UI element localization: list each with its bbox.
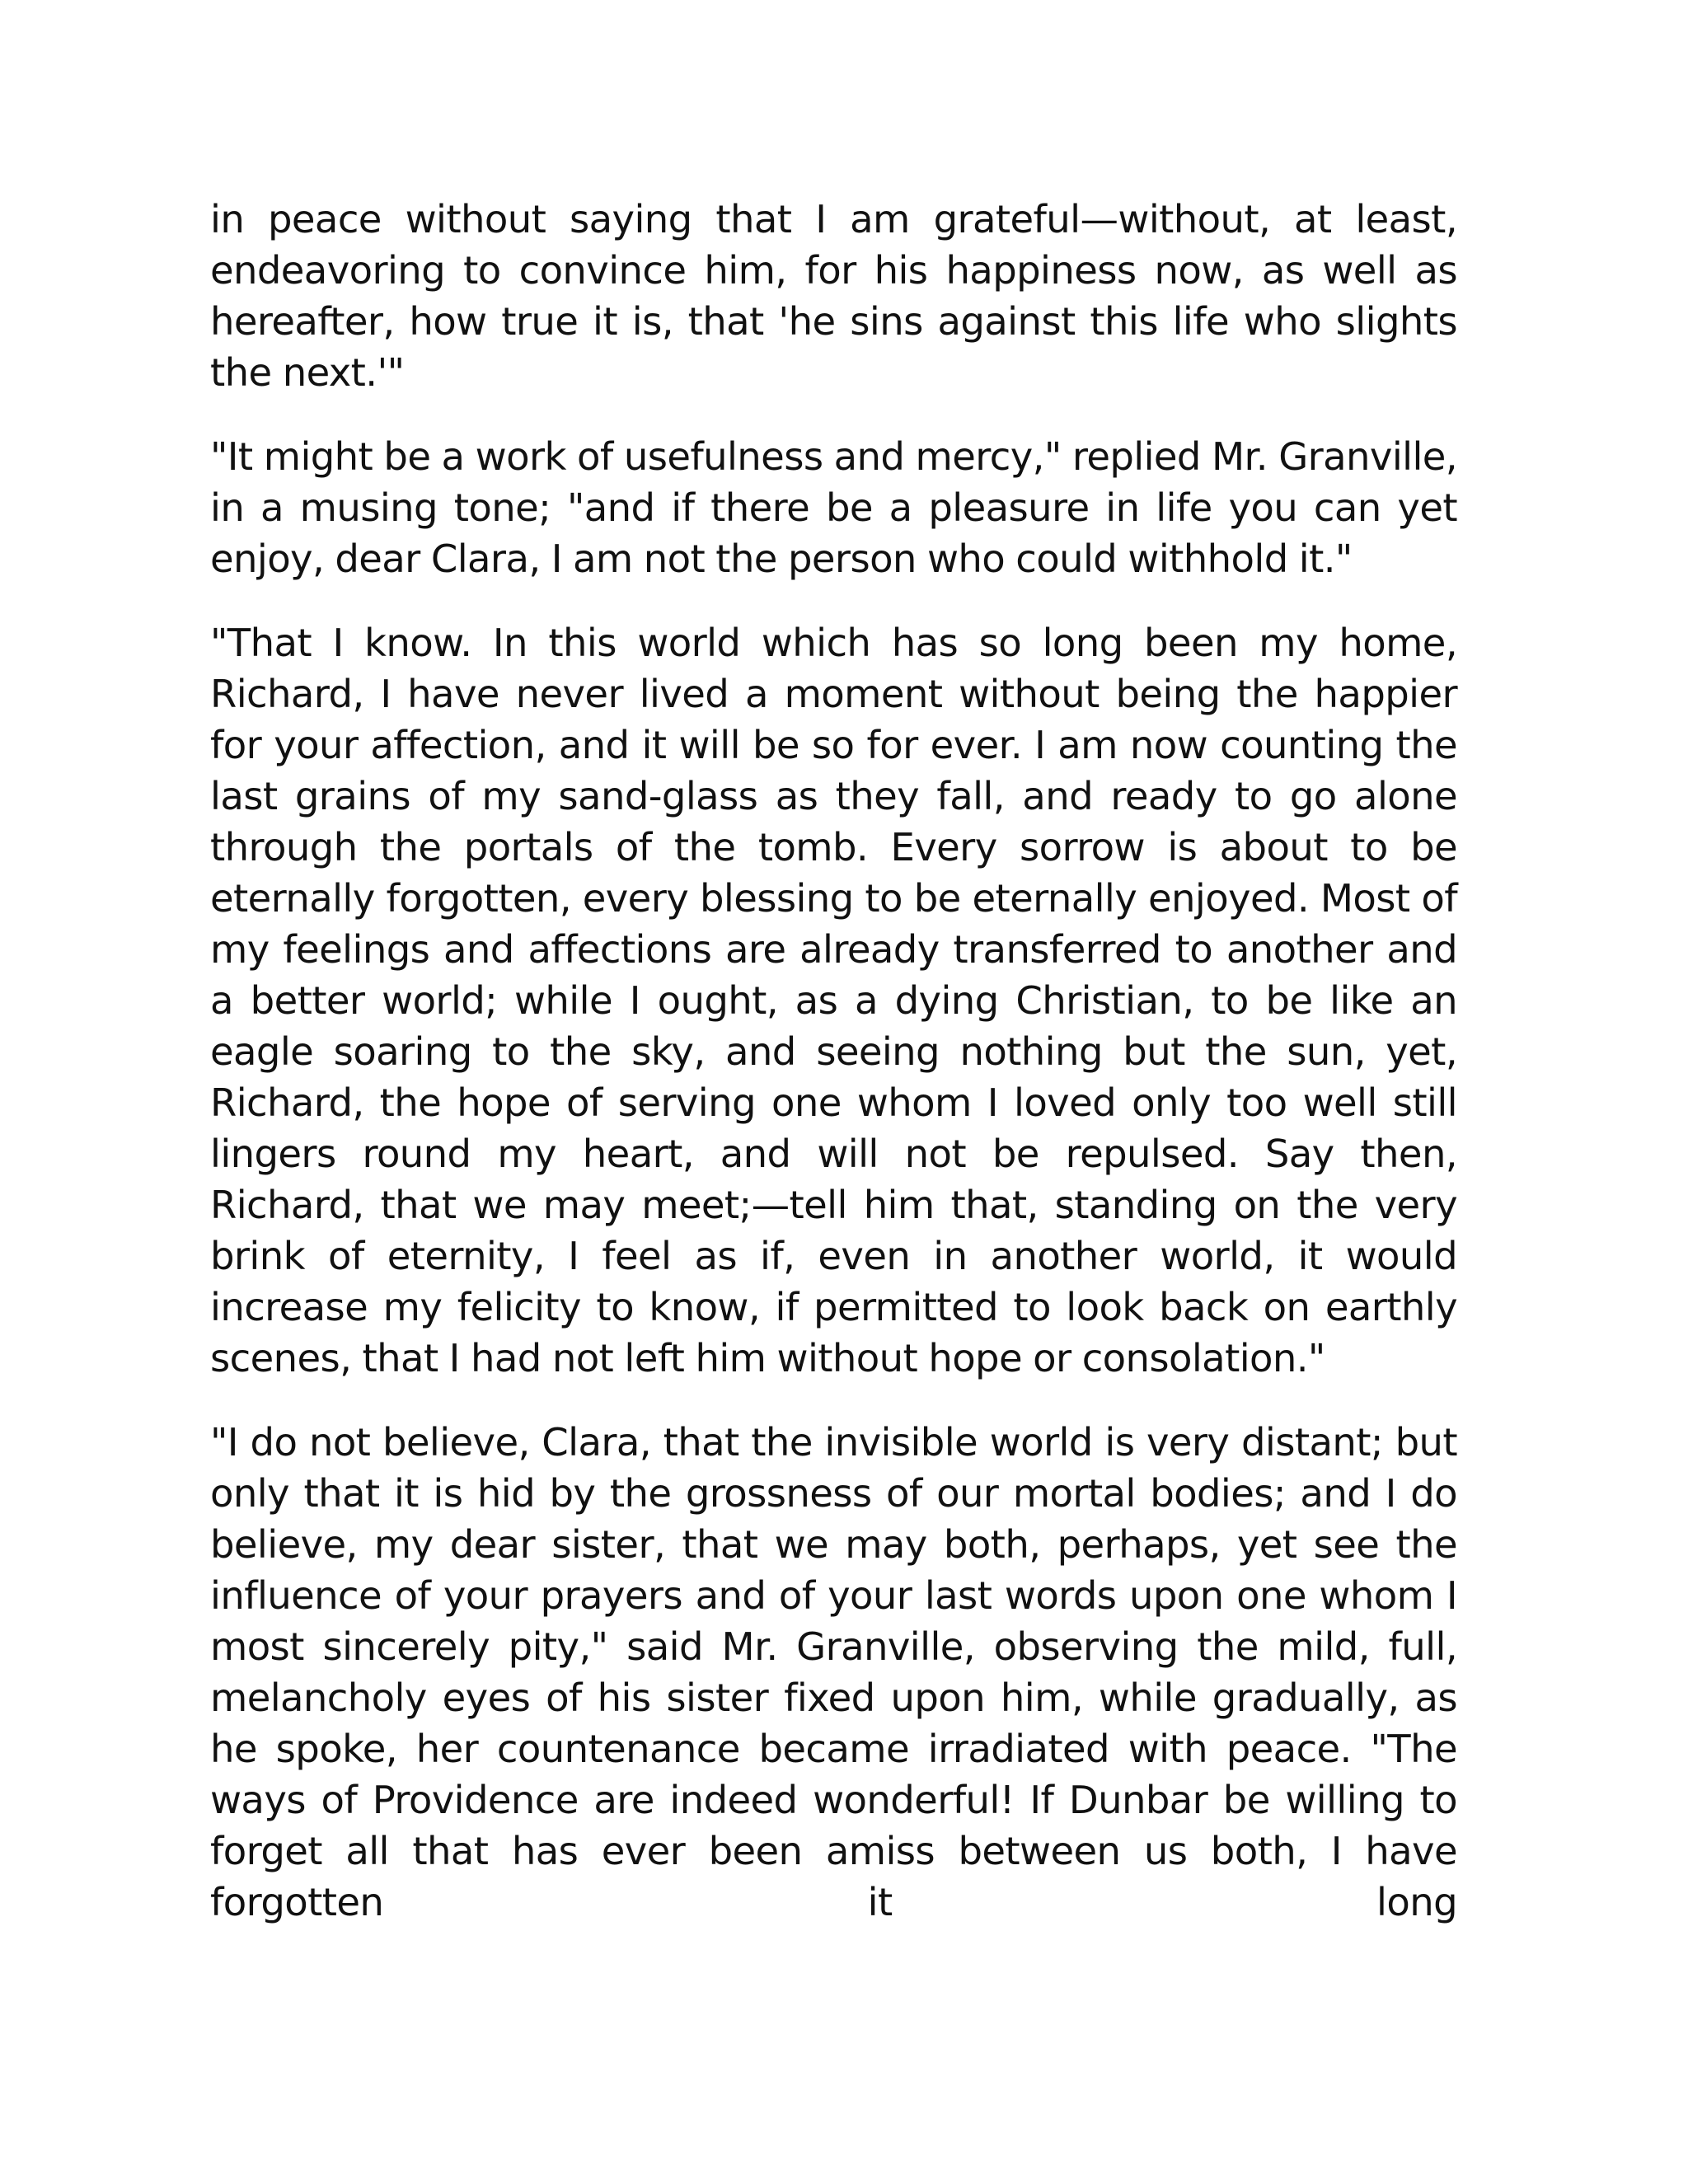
paragraph-2: "It might be a work of usefulness and mercy," replied Mr. Granville, in a musing tone; "and if there be a pleasure in life you can yet enjoy, dear Clara, I am not the person who could withhold it."	[210, 434, 1457, 581]
paragraph-1: in peace without saying that I am grateful—without, at least, endeavoring to convince him, for his happiness now, as well as hereafter, how true it is, that 'he sins against this life who slights the next.'"	[210, 197, 1457, 395]
paragraph-4: "I do not believe, Clara, that the invisible world is very distant; but only that it is hid by the grossness of our mortal bodies; and I do believe, my dear sister, that we may both, perhaps, yet see the influence of your prayers and of your last words upon one whom I most sincerely pity," said Mr. Granville, observing the mild, full, melancholy eyes of his sister fixed upon him, while gradually, as he spoke, her countenance became irradiated with peace. "The ways of Providence are indeed wonderful! If Dunbar be willing to forget all that has ever been amiss between us both, I have forgotten it long	[210, 1420, 1457, 1924]
page-text	[210, 194, 1457, 1928]
paragraph-3: "That I know. In this world which has so long been my home, Richard, I have never lived a moment without being the happier for your affection, and it will be so for ever. I am now counting the last grains of my sand-glass as they fall, and ready to go alone through the portals of the tomb. Every sorrow is about to be eternally forgotten, every blessing to be eternally enjoyed. Most of my feelings and affections are already transferred to another and a better world; while I ought, as a dying Christian, to be like an eagle soaring to the sky, and seeing nothing but the sun, yet, Richard, the hope of serving one whom I loved only too well still lingers round my heart, and will not be repulsed. Say then, Richard, that we may meet;—tell him that, standing on the very brink of eternity, I feel as if, even in another world, it would increase my felicity to know, if permitted to look back on earthly scenes, that I had not left him without hope or consolation."	[210, 621, 1457, 1380]
